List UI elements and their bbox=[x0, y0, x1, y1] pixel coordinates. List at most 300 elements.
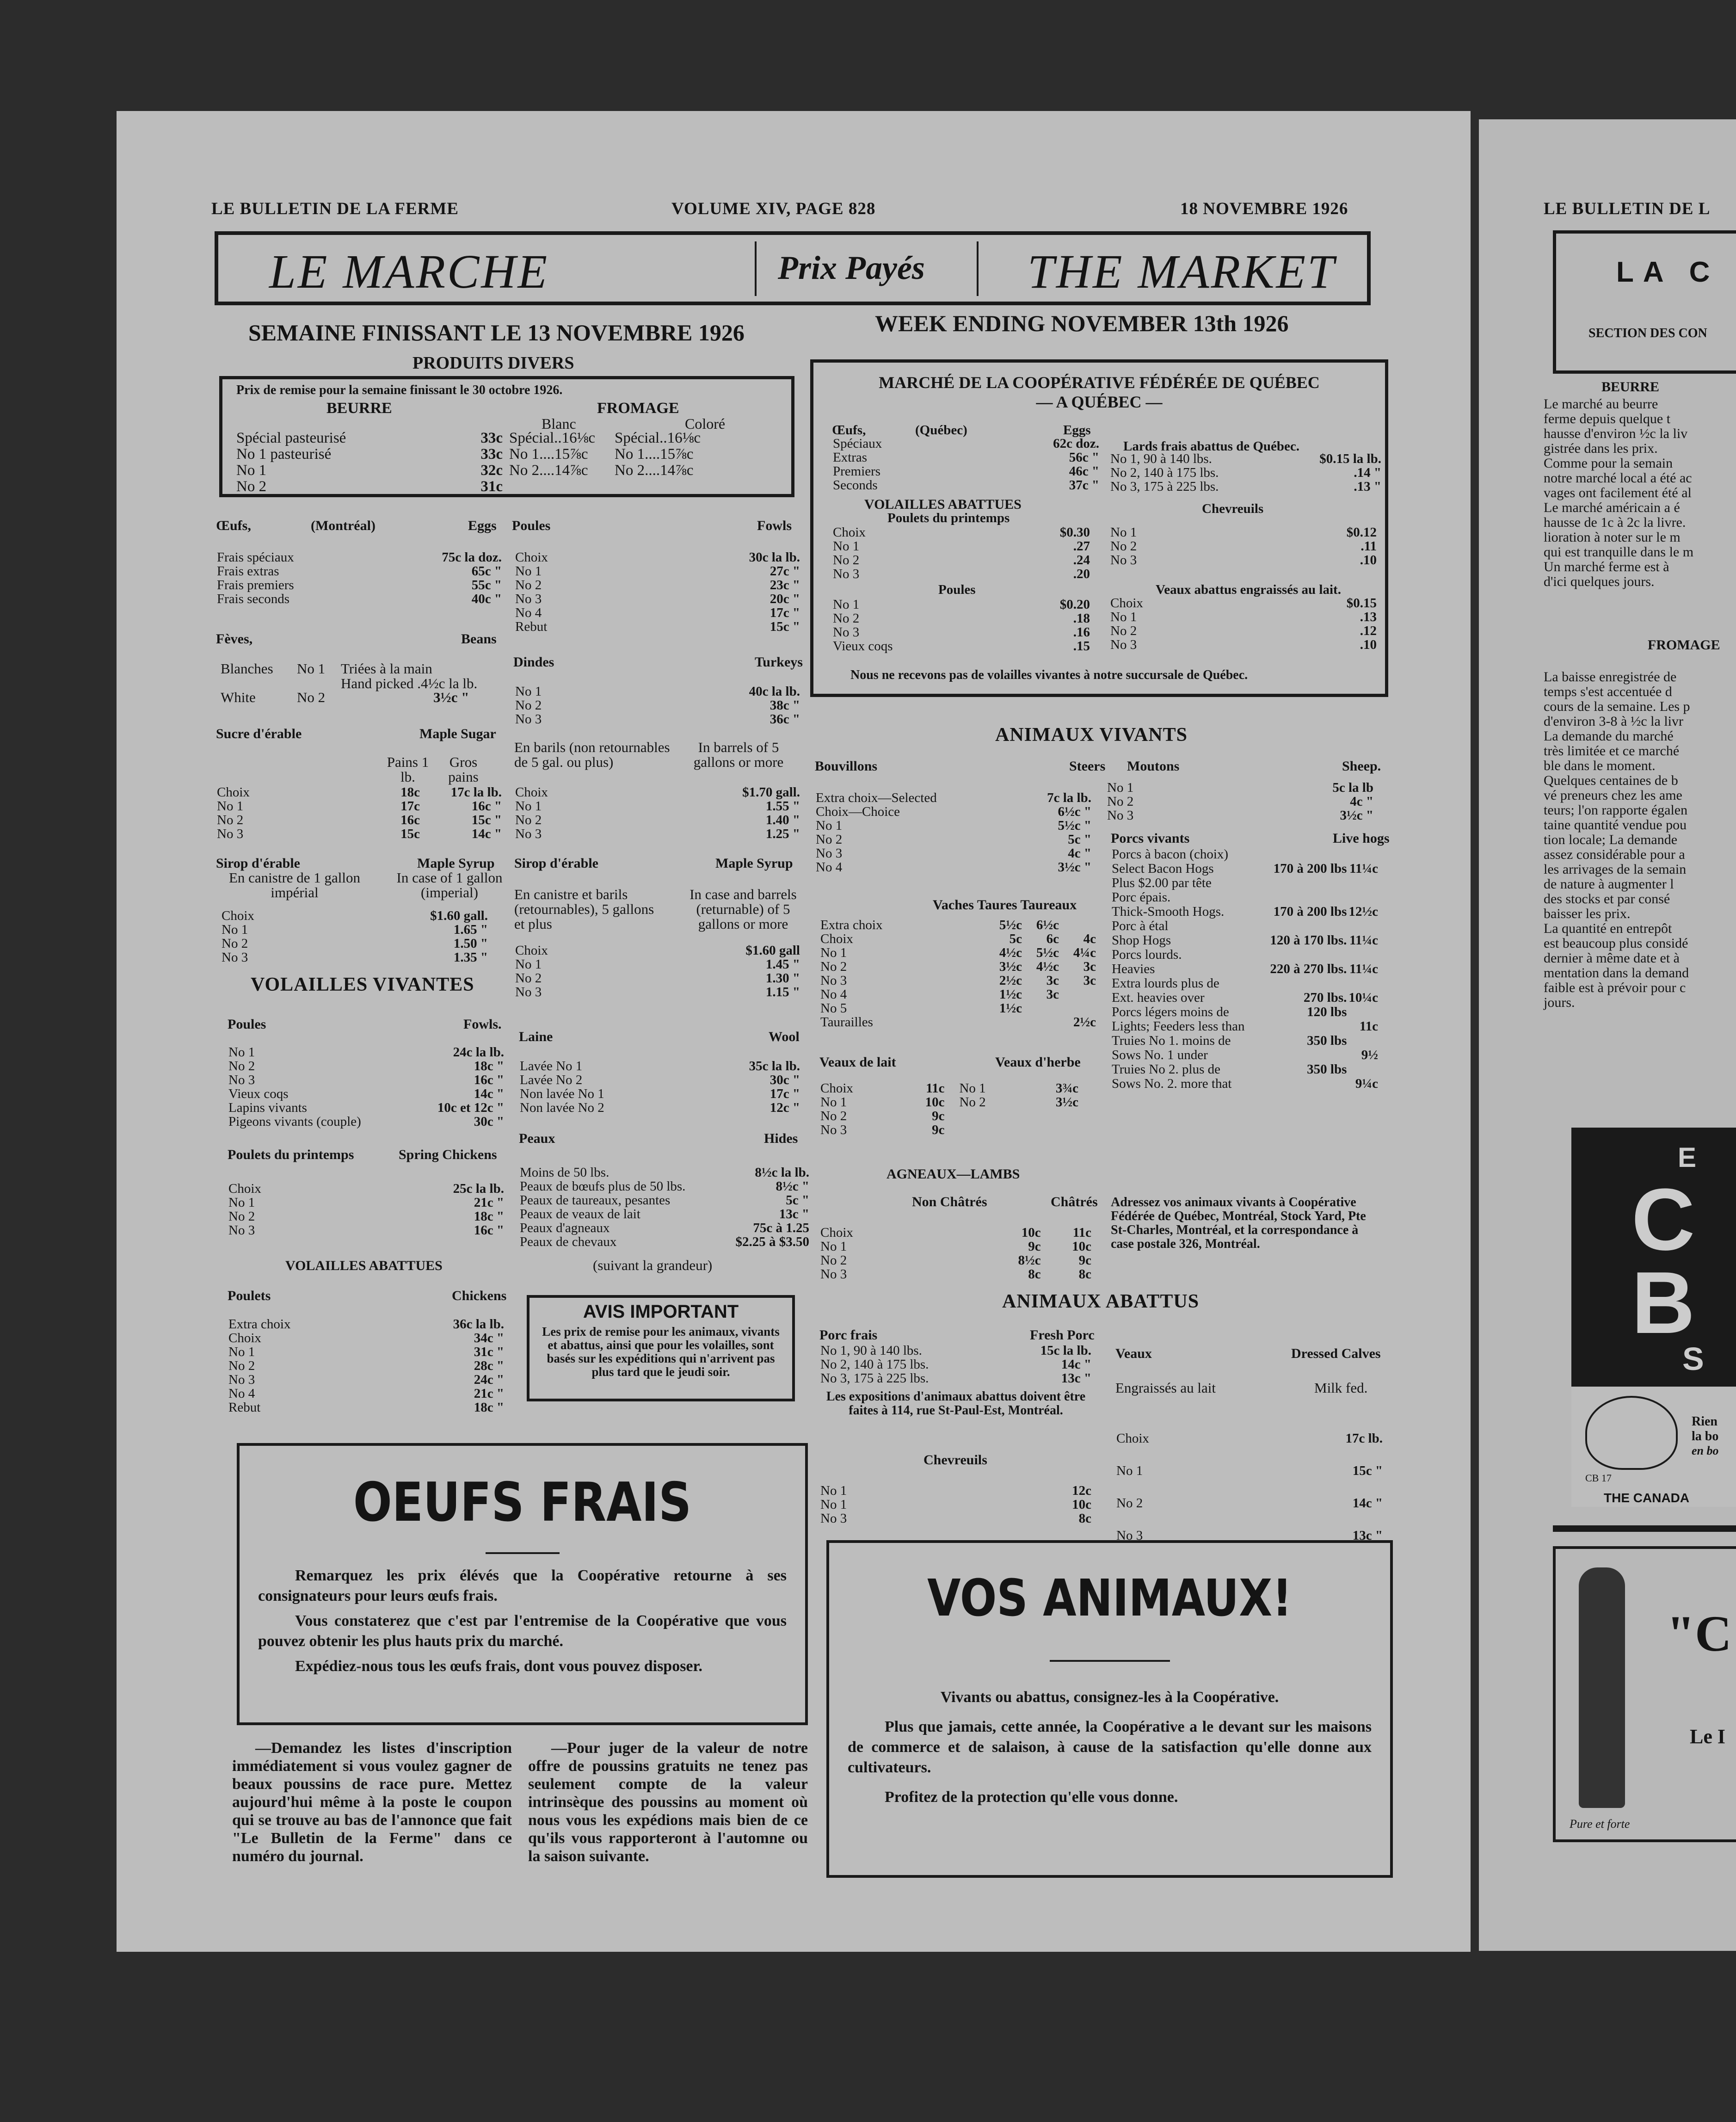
price-row bbox=[519, 1207, 810, 1221]
price-row bbox=[1109, 638, 1378, 652]
price-value: 17c bbox=[400, 799, 420, 814]
feves-triees: Triées à la main bbox=[341, 660, 432, 677]
price-label: No 1 bbox=[228, 1345, 255, 1359]
price-row bbox=[1111, 862, 1379, 876]
price-row bbox=[514, 971, 801, 985]
price-label: No 1 bbox=[515, 957, 542, 972]
p2-text-line: Le marché américain a é bbox=[1544, 500, 1680, 515]
price-value: $0.30 bbox=[1059, 525, 1090, 540]
price-label: No 1 bbox=[228, 1045, 255, 1060]
price-value: 3½c bbox=[999, 959, 1022, 974]
sheep-head: Sheep. bbox=[1342, 759, 1381, 774]
price-row bbox=[815, 791, 1092, 805]
p2-section: SECTION DES CON bbox=[1588, 326, 1707, 340]
vos-animaux-ad bbox=[826, 1540, 1393, 1878]
peaux-note: (suivant la grandeur) bbox=[593, 1257, 713, 1273]
price-value: 120 lbs bbox=[1307, 1005, 1347, 1019]
price-label: No 3 bbox=[1107, 808, 1134, 823]
price-label: No 2 bbox=[1110, 623, 1137, 638]
price-row bbox=[1109, 539, 1378, 553]
price-label: Frais spéciaux bbox=[217, 550, 294, 565]
price-row bbox=[228, 1182, 505, 1196]
price-value: 12½c bbox=[1348, 904, 1378, 919]
p2-text-line: d'environ 3-8 à ½c la livr bbox=[1544, 714, 1683, 729]
price-label: No 3 bbox=[228, 1073, 255, 1087]
p2-text-line: tion locale; La demande bbox=[1544, 832, 1678, 847]
oeufs-table bbox=[216, 550, 503, 606]
price-value: 15c bbox=[400, 827, 420, 841]
ad-rule bbox=[1050, 1660, 1170, 1662]
price-value: 11¼c bbox=[1349, 933, 1378, 948]
price-label: Lapins vivants bbox=[228, 1100, 307, 1115]
price-value: 24c " bbox=[474, 1372, 504, 1387]
sucre-en: Maple Sugar bbox=[419, 726, 496, 741]
veaux-cell bbox=[958, 1109, 1028, 1123]
price-row bbox=[1109, 466, 1382, 480]
price-value: 7c la lb. bbox=[1047, 790, 1091, 805]
poules-en: Fowls bbox=[757, 518, 792, 533]
oeufs-en: Eggs bbox=[468, 518, 497, 533]
price-value: .18 bbox=[1073, 611, 1090, 626]
price-row bbox=[1109, 553, 1378, 567]
fromage-row bbox=[508, 430, 702, 446]
price-label: No 2 bbox=[1116, 1496, 1143, 1511]
price-row bbox=[216, 813, 503, 827]
aa-veaux-table bbox=[1115, 1422, 1384, 1552]
price-row bbox=[228, 1359, 505, 1373]
feves-white: White bbox=[221, 689, 256, 705]
price-value: .15 bbox=[1073, 639, 1090, 654]
price-row bbox=[832, 553, 1091, 567]
p2-text-line: dernier à même date et à bbox=[1544, 950, 1680, 966]
poules-table bbox=[514, 550, 801, 634]
price-row bbox=[228, 1387, 505, 1400]
price-label: No 1 bbox=[236, 462, 267, 479]
price-value: 12c " bbox=[770, 1100, 800, 1115]
price-row bbox=[832, 437, 1100, 450]
price-row bbox=[1111, 1019, 1379, 1034]
oeufs-frais-p1: Remarquez les prix élévés que la Coopérative retourne à ses consignateurs pour leurs œufs frais. bbox=[258, 1567, 787, 1604]
header-left: LE BULLETIN DE LA FERME bbox=[211, 199, 459, 218]
price-value: 9½ bbox=[1361, 1048, 1378, 1062]
price-value: 38c " bbox=[770, 698, 800, 713]
price-value: 35c la lb. bbox=[749, 1059, 800, 1073]
title-banner bbox=[215, 231, 1371, 305]
sucre-col1: Pains 1 lb. bbox=[387, 754, 429, 785]
price-value: .24 bbox=[1073, 553, 1090, 568]
price-row bbox=[819, 1015, 1097, 1029]
p2-header: LE BULLETIN DE L bbox=[1544, 199, 1711, 218]
agneaux-table bbox=[819, 1226, 1092, 1281]
price-label: Choix bbox=[1116, 1431, 1149, 1446]
sirop-head: Sirop d'érable bbox=[216, 856, 300, 871]
coop-veaux-table bbox=[1109, 596, 1378, 652]
price-value bbox=[1023, 1001, 1060, 1015]
price-value: 10c et 12c " bbox=[437, 1100, 504, 1115]
price-row bbox=[228, 1345, 505, 1359]
price-value: 10¼c bbox=[1348, 990, 1378, 1005]
price-value: 2½c bbox=[1073, 1015, 1096, 1030]
price-value: 8½c la lb. bbox=[755, 1165, 809, 1180]
header-right: 18 NOVEMBRE 1926 bbox=[1180, 199, 1348, 218]
price-row bbox=[1111, 1062, 1379, 1077]
price-label: Select Bacon Hogs bbox=[1112, 861, 1214, 876]
va-head: Poulets bbox=[228, 1288, 271, 1303]
price-label: No 1, 90 à 140 lbs. bbox=[1110, 451, 1212, 466]
price-value bbox=[1269, 948, 1348, 962]
coop-oeufs-table bbox=[832, 437, 1100, 492]
sirop-col1: En canistre de 1 gallon impérial bbox=[228, 870, 361, 901]
price-label: No 3 bbox=[222, 950, 248, 965]
price-label: No 1 bbox=[1110, 525, 1137, 540]
price-row bbox=[1109, 480, 1382, 493]
va-table bbox=[228, 1317, 505, 1414]
price-value: 2½c bbox=[999, 973, 1022, 988]
price-label: No 4 bbox=[820, 987, 847, 1002]
price-row bbox=[819, 1484, 1092, 1498]
coop-oeufs-city: (Québec) bbox=[915, 423, 967, 438]
price-value: 10c bbox=[1072, 1239, 1091, 1254]
price-label: Porc à étal bbox=[1112, 919, 1169, 933]
agneaux-head: AGNEAUX—LAMBS bbox=[886, 1166, 1020, 1182]
price-row bbox=[819, 932, 1097, 946]
veaux-row bbox=[819, 1081, 1092, 1095]
p2-text-line: très limitée et ce marché bbox=[1544, 743, 1680, 759]
price-row bbox=[815, 833, 1092, 846]
price-row bbox=[228, 1373, 505, 1387]
price-row bbox=[514, 550, 801, 564]
price-value: 3c bbox=[1083, 959, 1096, 974]
price-label: Lights; Feeders less than bbox=[1112, 1019, 1245, 1034]
price-row bbox=[819, 1001, 1097, 1015]
fromage-blanc: Spécial..16⅛c bbox=[509, 430, 596, 446]
price-label: Rebut bbox=[228, 1400, 261, 1415]
price-row bbox=[514, 957, 801, 971]
price-value: 220 à 270 lbs. bbox=[1270, 962, 1347, 976]
veaux-lait-head: Veaux de lait bbox=[819, 1055, 896, 1070]
price-row bbox=[832, 567, 1091, 581]
feves-no1: No 1 bbox=[297, 660, 326, 677]
colore-head: Coloré bbox=[685, 415, 726, 432]
bottom-mid-text: —Pour juger de la valeur de notre offre de poussins gratuits ne tenez pas seulement compte de la valeur intrinsèque des poussins au moment où nous vous les expédions mais bien de ce qu'ils vous rapporteront à l'automne ou la saison suivante. bbox=[528, 1740, 808, 1865]
price-row bbox=[1109, 624, 1378, 638]
price-value: 17c la lb. bbox=[450, 785, 502, 800]
p2-ad-company: THE CANADA bbox=[1604, 1491, 1690, 1505]
feves-head: Fèves, bbox=[216, 631, 253, 647]
price-label: No 4 bbox=[515, 605, 542, 620]
price-row bbox=[1111, 919, 1379, 933]
title-left: LE MARCHE bbox=[269, 245, 549, 298]
vv-table bbox=[228, 1045, 505, 1129]
price-label: Lavée No 1 bbox=[520, 1059, 583, 1073]
price-row bbox=[216, 799, 503, 813]
price-value: 15c " bbox=[770, 619, 800, 634]
price-row bbox=[221, 937, 489, 950]
p2-text-line: La demande du marché bbox=[1544, 728, 1674, 744]
price-row bbox=[1111, 847, 1379, 862]
price-value: $0.20 bbox=[1059, 597, 1090, 612]
price-label: No 4 bbox=[228, 1386, 255, 1401]
ad-rule bbox=[486, 1552, 560, 1554]
price-label: No 4 bbox=[816, 860, 843, 875]
price-value: 5c bbox=[1009, 931, 1022, 946]
sirop-en: Maple Syrup bbox=[417, 856, 495, 871]
price-row bbox=[1109, 525, 1378, 539]
price-row bbox=[235, 479, 504, 495]
price-value: 40c la lb. bbox=[749, 684, 800, 699]
price-row bbox=[228, 1059, 505, 1073]
price-label: No 3, 175 à 225 lbs. bbox=[820, 1371, 929, 1386]
price-label: Peaux de chevaux bbox=[520, 1234, 617, 1249]
price-row bbox=[832, 450, 1100, 464]
avis-box bbox=[527, 1295, 795, 1401]
price-value: $0.12 bbox=[1346, 525, 1377, 540]
price-label: No 3 bbox=[833, 625, 860, 640]
price-value: 30c la lb. bbox=[749, 550, 800, 565]
newspaper-page bbox=[117, 111, 1471, 1952]
title-divider bbox=[977, 241, 979, 296]
sucre-head: Sucre d'érable bbox=[216, 726, 302, 741]
price-value: 4c " bbox=[1068, 846, 1091, 861]
price-row bbox=[519, 1073, 801, 1087]
price-value bbox=[1348, 1034, 1379, 1048]
price-value: 6½c " bbox=[1058, 804, 1091, 819]
price-value: 21c " bbox=[474, 1195, 504, 1210]
price-value: .27 bbox=[1073, 539, 1090, 554]
vaches-table bbox=[819, 918, 1097, 1029]
price-value: .10 bbox=[1360, 553, 1377, 568]
price-value bbox=[1269, 890, 1348, 905]
fromage-blanc: No 1....15⅞c bbox=[509, 446, 588, 463]
price-label: Sows No. 1 under bbox=[1112, 1048, 1208, 1062]
p2-text-line: Quelques centaines de b bbox=[1544, 773, 1678, 788]
veaux-herbe-head: Veaux d'herbe bbox=[995, 1055, 1081, 1070]
price-label: No 3 bbox=[217, 827, 244, 841]
laine-en: Wool bbox=[769, 1029, 800, 1044]
price-value: 13c " bbox=[779, 1207, 809, 1221]
price-label: No 2 bbox=[820, 1253, 847, 1268]
price-value bbox=[1023, 1015, 1060, 1029]
price-row bbox=[1111, 1005, 1379, 1019]
price-row bbox=[819, 987, 1097, 1001]
p2-text-line: ble dans le moment. bbox=[1544, 758, 1656, 773]
price-value bbox=[1269, 1077, 1348, 1091]
price-value: 1.55 " bbox=[765, 799, 800, 814]
price-row bbox=[221, 909, 489, 923]
fromage-table bbox=[508, 430, 702, 479]
vv-head: Poules bbox=[228, 1017, 266, 1032]
bouvillons-head: Bouvillons bbox=[815, 759, 878, 774]
dindes-head: Dindes bbox=[513, 654, 554, 670]
fresh-porc-head: Fresh Porc bbox=[1030, 1327, 1095, 1343]
price-value: 14c " bbox=[1061, 1357, 1091, 1372]
bouvillons-table bbox=[815, 791, 1092, 874]
coop-oeufs-en: Eggs bbox=[1063, 423, 1091, 438]
peaux-table bbox=[519, 1166, 810, 1249]
price-value bbox=[1269, 876, 1348, 890]
price-value: $1.70 gall. bbox=[742, 785, 800, 800]
price-value: 12c bbox=[1072, 1483, 1091, 1498]
price-value: 46c " bbox=[1069, 464, 1099, 479]
veaux-row bbox=[819, 1095, 1092, 1109]
price-value: 3½c " bbox=[1340, 808, 1373, 823]
price-row bbox=[819, 946, 1097, 960]
price-value: 1.45 " bbox=[765, 957, 800, 972]
price-value: 170 à 200 lbs bbox=[1273, 904, 1347, 919]
price-value: 9c bbox=[1028, 1239, 1041, 1254]
price-value: 18c " bbox=[474, 1209, 504, 1224]
price-value: 8c bbox=[1078, 1267, 1091, 1282]
price-value: 55c " bbox=[471, 578, 502, 592]
price-label: Choix bbox=[217, 785, 250, 800]
dindes-en: Turkeys bbox=[755, 654, 803, 670]
price-value bbox=[1348, 847, 1379, 862]
price-value: $1.60 gall bbox=[745, 943, 800, 958]
price-value: 30c " bbox=[770, 1073, 800, 1087]
coop-poules-head: Poules bbox=[938, 582, 976, 597]
vaches-head: Vaches Taures Taureaux bbox=[933, 897, 1077, 913]
p2-text-line: lioration à noter sur le m bbox=[1544, 530, 1681, 545]
va-title: VOLAILLES ABATTUES bbox=[285, 1258, 443, 1273]
corn-icon bbox=[1585, 1396, 1678, 1470]
price-value: 3c bbox=[1046, 987, 1059, 1002]
price-value: .13 " bbox=[1354, 479, 1381, 494]
price-value: 5½c bbox=[1036, 945, 1059, 960]
p2-text-line: les arrivages de la semain bbox=[1544, 862, 1687, 877]
feves-en: Beans bbox=[461, 631, 497, 647]
price-row bbox=[228, 1209, 505, 1223]
p2-text-line: cours de la semaine. Les p bbox=[1544, 699, 1690, 714]
price-label: Non lavée No 2 bbox=[520, 1100, 604, 1115]
price-label: Choix bbox=[228, 1331, 261, 1345]
price-label: No 2 bbox=[515, 813, 542, 827]
price-row bbox=[1111, 933, 1379, 948]
price-label: No 3 bbox=[228, 1372, 255, 1387]
price-value: .20 bbox=[1073, 567, 1090, 581]
price-value: 75c à 1.25 bbox=[753, 1221, 809, 1235]
p2-text-line: gistrée dans les prix. bbox=[1544, 441, 1658, 456]
price-row bbox=[1111, 890, 1379, 905]
p2-ad-big2: B bbox=[1631, 1254, 1695, 1352]
price-value: 15c la lb. bbox=[1040, 1343, 1091, 1358]
price-value: 11¼c bbox=[1349, 962, 1378, 976]
p2-ad-txt3: en bo bbox=[1692, 1444, 1719, 1457]
price-row bbox=[1111, 1048, 1379, 1062]
price-value: 1.25 " bbox=[765, 827, 800, 841]
price-row bbox=[514, 799, 801, 813]
price-value: 18c " bbox=[474, 1400, 504, 1415]
p2-fromage-text bbox=[1544, 670, 1690, 1010]
aa-note: Les expositions d'animaux abattus doivent être faites à 114, rue St-Paul-Est, Montréal. bbox=[826, 1389, 1086, 1418]
price-label: No 3 bbox=[515, 985, 542, 999]
price-row bbox=[514, 564, 801, 578]
adjacent-page bbox=[1479, 119, 1736, 1951]
price-row bbox=[228, 1073, 505, 1087]
veaux-cell: 9c bbox=[932, 1109, 945, 1123]
price-value: 15c " bbox=[471, 813, 502, 827]
non-chatres-head: Non Châtrés bbox=[912, 1194, 987, 1209]
price-row bbox=[216, 827, 503, 841]
feves-handpicked: Hand picked .4½c la lb. bbox=[341, 675, 478, 691]
price-row bbox=[832, 625, 1091, 639]
barils-fr: En barils (non retournables de 5 gal. ou plus) bbox=[514, 739, 670, 770]
price-label: No 2 bbox=[833, 553, 860, 568]
coop-oeufs-head: Œufs, bbox=[832, 423, 866, 438]
laine-head: Laine bbox=[519, 1029, 553, 1044]
price-label: No 3 bbox=[816, 846, 843, 861]
price-value: 10c bbox=[1021, 1225, 1041, 1240]
moutons-table bbox=[1106, 781, 1374, 822]
dindes-table bbox=[514, 685, 801, 726]
price-label: Lavée No 2 bbox=[520, 1073, 583, 1087]
price-label: No 1 bbox=[515, 799, 542, 814]
va-en: Chickens bbox=[452, 1288, 507, 1303]
price-label: No 3 bbox=[820, 1511, 847, 1526]
veaux-cell bbox=[1028, 1109, 1092, 1123]
porcs-table bbox=[1111, 847, 1379, 1091]
price-label: Extra choix bbox=[820, 918, 883, 932]
price-row bbox=[819, 1267, 1092, 1281]
price-label: No 2, 140 à 175 lbs. bbox=[820, 1357, 929, 1372]
price-row bbox=[519, 1221, 810, 1235]
sucre-col2: Gros pains bbox=[448, 754, 479, 785]
price-label: No 2 bbox=[515, 971, 542, 986]
price-row bbox=[514, 578, 801, 592]
price-value: 16c bbox=[400, 813, 420, 827]
price-value: 16c " bbox=[471, 799, 502, 814]
p2-beurre: BEURRE bbox=[1601, 379, 1660, 395]
price-row bbox=[216, 550, 503, 564]
price-value: 4½c bbox=[1036, 959, 1059, 974]
porc-frais-head: Porc frais bbox=[819, 1327, 878, 1343]
veaux-cell bbox=[1028, 1123, 1092, 1137]
feves-blanches: Blanches bbox=[221, 660, 273, 677]
price-value: 36c la lb. bbox=[453, 1317, 504, 1332]
price-value: 21c " bbox=[474, 1386, 504, 1401]
price-value: .10 bbox=[1360, 637, 1377, 652]
aa-title: ANIMAUX ABATTUS bbox=[1002, 1291, 1200, 1312]
siropm-en: Maple Syrup bbox=[715, 856, 793, 871]
price-value bbox=[1348, 890, 1379, 905]
remise-intro: Prix de remise pour la semaine finissant le 30 octobre 1926. bbox=[236, 383, 563, 397]
price-row bbox=[1109, 610, 1378, 624]
vos-animaux-p2: Plus que jamais, cette année, la Coopérative a le devant sur les maisons de commerce et de salaison, à cause de la satisfaction qu'elle donne aux cultivateurs. bbox=[848, 1718, 1372, 1776]
price-label: No 3 bbox=[1110, 637, 1137, 652]
price-label: No 1, 90 à 140 lbs. bbox=[820, 1343, 922, 1358]
price-value: 8c bbox=[1078, 1511, 1091, 1526]
price-row bbox=[235, 446, 504, 463]
price-value: 24c la lb. bbox=[453, 1045, 504, 1060]
price-value: 40c " bbox=[471, 592, 502, 606]
price-value: 350 lbs bbox=[1307, 1062, 1347, 1077]
p2-ad-s: S bbox=[1682, 1341, 1704, 1377]
p2-ad2 bbox=[1553, 1546, 1736, 1842]
price-label: No 1 bbox=[515, 564, 542, 579]
price-label: No 2 bbox=[820, 959, 847, 974]
price-value: 56c " bbox=[1069, 450, 1099, 465]
bottom-left-text: —Demandez les listes d'inscription immédiatement si vous voulez gagner de beaux poussins de race pure. Mettez aujourd'hui même à la poste le coupon qui se trouve au bas de l'annonce que fait "Le Bulletin de la Ferme" dans ce numéro du journal. bbox=[232, 1740, 512, 1865]
price-label: Truies No 1. moins de bbox=[1112, 1033, 1231, 1048]
price-row bbox=[519, 1179, 810, 1193]
vos-animaux-title: VOS ANIMAUX! bbox=[927, 1568, 1292, 1628]
price-value: 75c la doz. bbox=[442, 550, 502, 565]
price-label: No 1 bbox=[228, 1195, 255, 1210]
price-value: 1.50 " bbox=[453, 936, 488, 951]
price-value: 28c " bbox=[474, 1358, 504, 1373]
p2-quote: "C bbox=[1667, 1605, 1732, 1662]
p2-text-line: notre marché local a été ac bbox=[1544, 470, 1692, 486]
price-value: 33c bbox=[480, 430, 503, 446]
